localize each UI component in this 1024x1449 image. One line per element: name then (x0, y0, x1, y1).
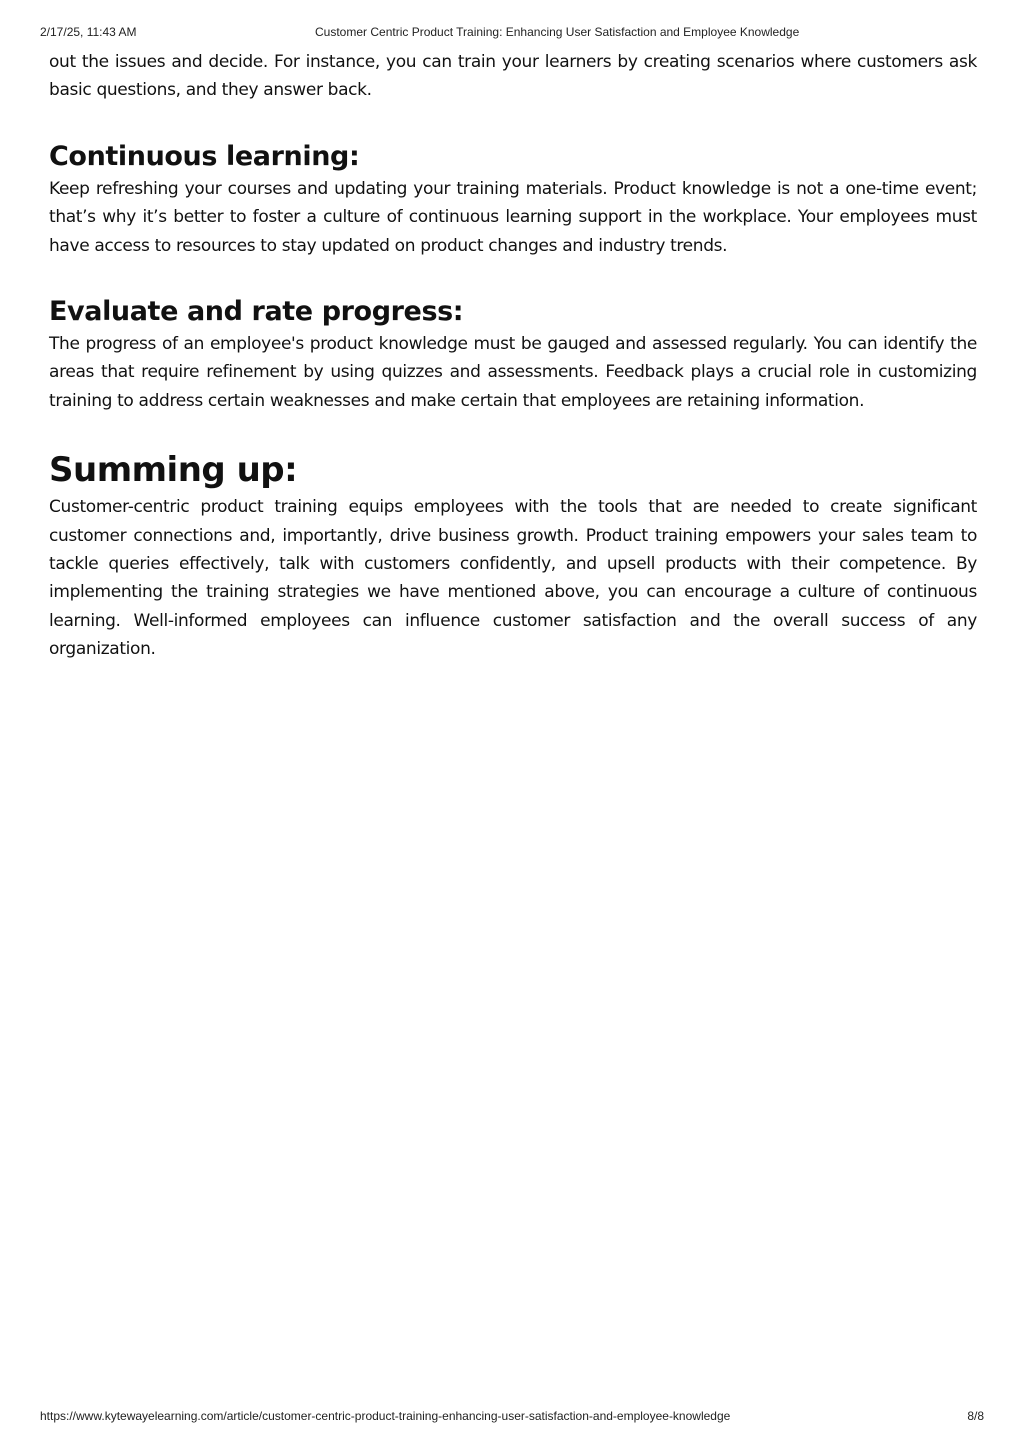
print-datetime: 2/17/25, 11:43 AM (40, 25, 137, 39)
print-footer (40, 1409, 984, 1427)
page-url-link[interactable]: https://www.kytewayelearning.com/article/customer-centric-product-training-enhancing-user-satisfaction-and-employee-knowledge (40, 1409, 731, 1423)
print-page-title: Customer Centric Product Training: Enhancing User Satisfaction and Employee Knowledge (315, 25, 800, 39)
intro-paragraph: out the issues and decide. For instance, you can train your learners by creating scenarios where customers ask basic questions, and they answer back. (49, 52, 977, 101)
heading-continuous-learning: Continuous learning: (49, 140, 360, 172)
page-number: 8/8 (967, 1409, 984, 1423)
heading-evaluate-progress: Evaluate and rate progress: (49, 296, 464, 328)
paragraph-evaluate-progress: The progress of an employee's product knowledge must be gauged and assessed regularly. You can identify the areas that require refinement by using quizzes and assessments. Feedback plays a crucial role in customizing training to address certain weaknesses and make certain that employees are retaining information. (49, 334, 977, 411)
paragraph-summing-up: Customer-centric product training equips employees with the tools that are needed to create significant customer connections and, importantly, drive business growth. Product training empowers your sales team to tackle queries effectively, talk with customers confidently, and upsell products with their competence. By implementing the training strategies we have mentioned above, you can encourage a culture of continuous learning. Well-informed employees can influence customer satisfaction and the overall success of any organization. (49, 497, 977, 660)
print-header (40, 25, 984, 43)
paragraph-continuous-learning: Keep refreshing your courses and updating your training materials. Product knowledge is not a one-time event; that’s why it’s better to foster a culture of continuous learning support in the workplace. Your employees must have access to resources to stay updated on product changes and industry trends. (49, 178, 977, 256)
article-content (49, 48, 977, 664)
heading-summing-up: Summing up: (49, 450, 298, 491)
